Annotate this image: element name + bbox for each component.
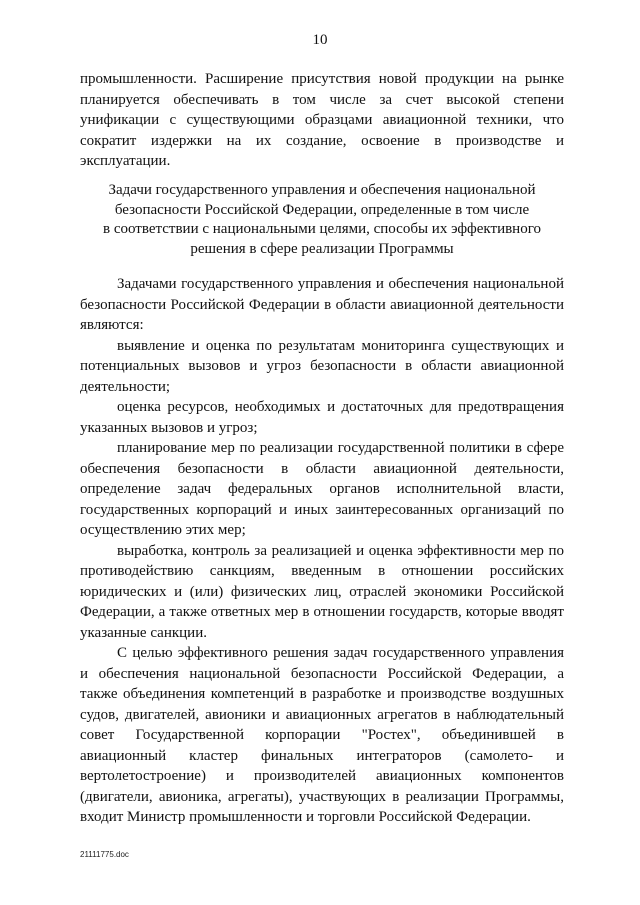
footer-filename: 21111775.doc — [80, 850, 129, 859]
paragraph-task-resources: оценка ресурсов, необходимых и достаточных для предотвращения указанных вызовов и угроз; — [80, 399, 564, 436]
paragraph-task-planning: планирование мер по реализации государственной политики в сфере обеспечения безопасности в области авиационной деятельности, определение задач федеральных органов исполнительной власти, государственных корпораций и иных заинтересованных организаций по осуществлению этих мер; — [80, 440, 564, 538]
section-heading — [80, 181, 564, 259]
intro-paragraph: промышленности. Расширение присутствия новой продукции на рынке планируется обеспечивать в том числе за счет высокой степени унификации с существующими образцами авиационной техники, что сократит издержки на их создание, освоение в производстве и эксплуатации. — [80, 71, 564, 169]
section-heading-line: в соответствии с национальными целями, способы их эффективного — [103, 221, 541, 237]
paragraph-task-sanctions: выработка, контроль за реализацией и оценка эффективности мер по противодействию санкциям, введенным в отношении российских юридических и (или) физических лиц, отраслей экономики Российской Федерации, а также ответных мер в отношении государств, которые вводят указанные санкции. — [80, 542, 564, 641]
paragraph-rostec: С целью эффективного решения задач государственного управления и обеспечения национальной безопасности Российской Федерации, а также объединения компетенций в разработке и производстве воздушных судов, двигателей, авионики и авиационных агрегатов в наблюдательный совет Государственной корпорации "Ростех", объединившей в авиационный кластер финальных интеграторов (самолето- и вертолетостроение) и производителей авиационных компонентов (двигатели, авионика, агрегаты), участвующих в реализации Программы, входит Министр промышленности и торговли Российской Федерации. — [80, 645, 564, 825]
paragraph-tasks-intro: Задачами государственного управления и обеспечения национальной безопасности Российской Федерации в области авиационной деятельности являются: — [80, 276, 564, 333]
section-heading-line: Задачи государственного управления и обеспечения национальной — [108, 182, 536, 198]
section-heading-line: безопасности Российской Федерации, определенные в том числе — [114, 201, 530, 218]
section-heading-line: решения в сфере реализации Программы — [190, 240, 454, 257]
intro-text — [80, 69, 564, 172]
paragraph-task-identification: выявление и оценка по результатам мониторинга существующих и потенциальных вызовов и угроз безопасности в области авиационной деятельности; — [80, 337, 564, 395]
page-number: 10 — [312, 32, 328, 48]
body-text — [80, 274, 564, 828]
